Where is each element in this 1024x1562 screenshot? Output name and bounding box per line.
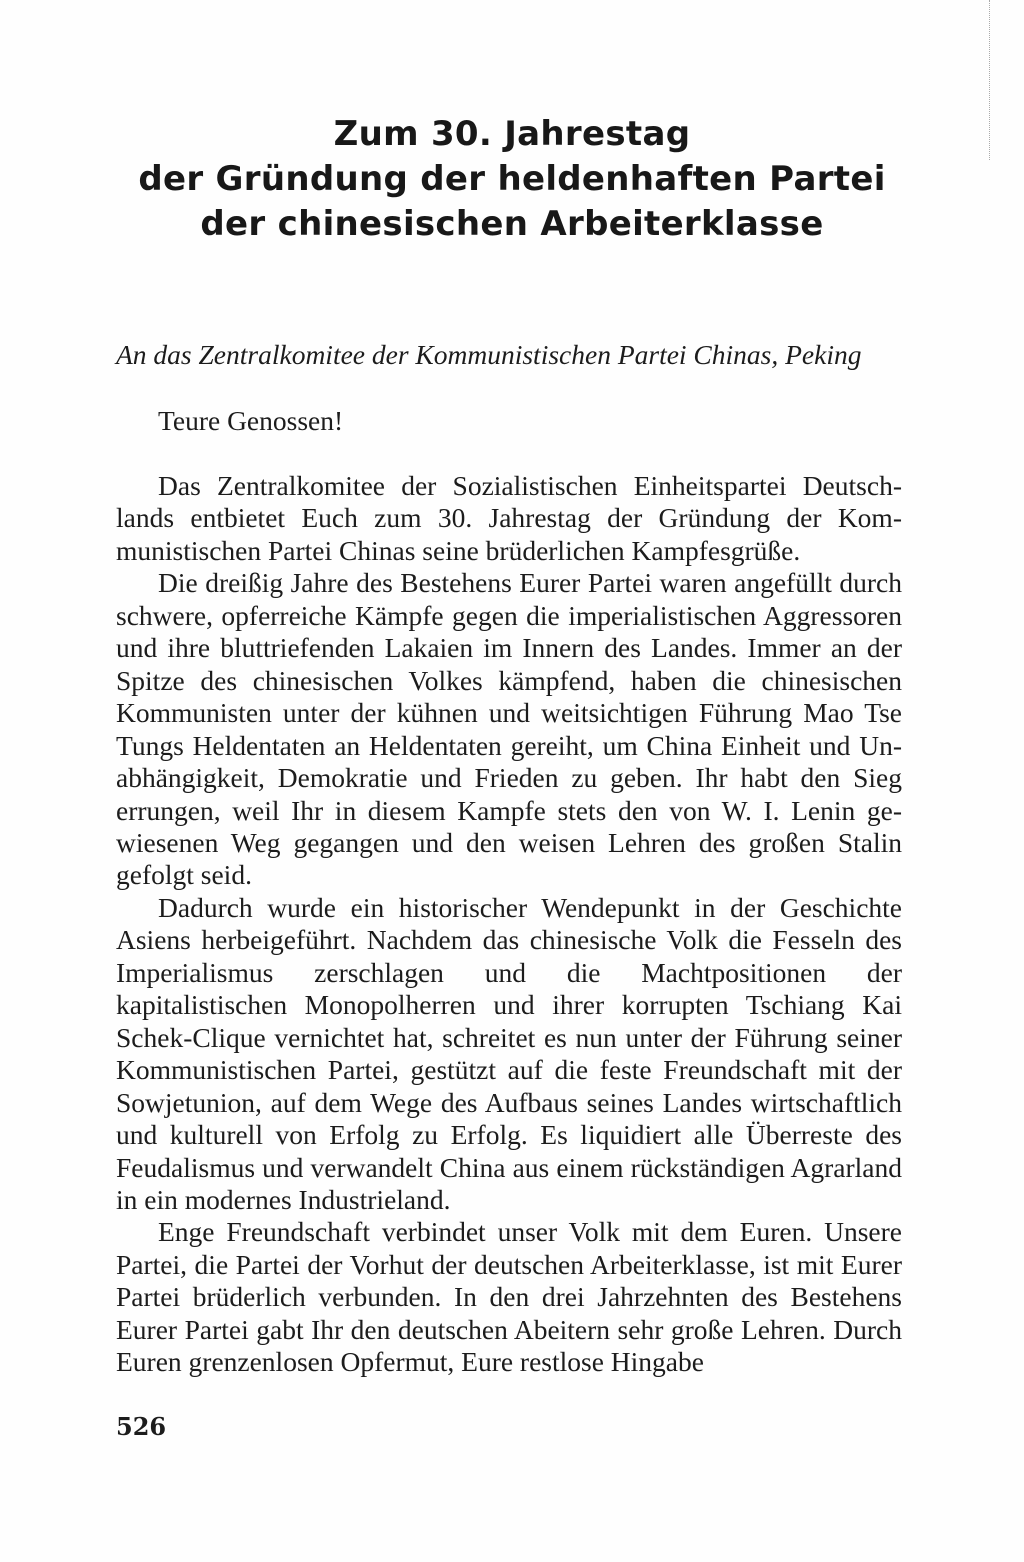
salutation: Teure Genossen! xyxy=(158,405,344,436)
title-line-1: Zum 30. Jahrestag xyxy=(333,114,691,154)
paragraph-4: Enge Freundschaft verbindet unser Volk mit dem Euren. Unsere Partei, die Partei der Vorhut der deutschen Arbeiterklasse, ist mit Eurer Partei brüderlich verbunden. In den drei Jahrzehnten des Bestehens Eurer Partei gabt Ihr den deutschen Abeitern sehr große Lehren. Durch Euren grenzenlosen Opfermut, Eure restlose Hingabe xyxy=(116,1216,902,1378)
paragraph-2: Die dreißig Jahre des Bestehens Eurer Partei waren angefüllt durch schwere, opferreiche Kämpfe gegen die imperialistischen Aggressoren und ihre bluttriefenden Lakaien im Innern des Landes. Immer an der Spitze des chinesischen Volkes kämpfend, haben die chinesischen Kommunisten unter der kühnen und weitsichtigen Führung Mao Tse Tungs Heldentaten an Heldentaten gereiht, um China Einheit und Unabhängigkeit, Demokratie und Frieden zu geben. Ihr habt den Sieg errungen, weil Ihr in diesem Kampfe stets den von W. I. Lenin gewiesenen Weg gegangen und den weisen Lehren des großen Stalin gefolgt seid. xyxy=(116,567,902,891)
title-line-3: der chinesischen Arbeiterklasse xyxy=(200,204,824,244)
addressee-line: An das Zentralkomitee der Kommunistischen Partei Chinas, Peking xyxy=(116,339,862,370)
paragraph-1: Das Zentralkomitee der Sozialistischen Einheitspartei Deutschlands entbietet Euch zum 30. Jahrestag der Gründung der Kommunistischen Partei Chinas seine brüderlichen Kampfesgrüße. xyxy=(116,470,902,566)
body-text xyxy=(116,470,902,1379)
page-number: 526 xyxy=(116,1412,167,1441)
paragraph-3: Dadurch wurde ein historischer Wendepunkt in der Geschichte Asiens herbeigeführt. Nachdem das chinesische Volk die Fesseln des Imperialismus zerschlagen und die Machtpositionen der kapitalistischen Monopolherren und ihrer korrupten Tschiang Kai Schek-Clique vernichtet hat, schreitet es nun unter der Führung seiner Kommunistischen Partei, gestützt auf die feste Freundschaft mit der Sowjetunion, auf dem Wege des Aufbaus seines Landes wirtschaftlich und kulturell von Erfolg zu Erfolg. Es liquidiert alle Überreste des Feudalismus und verwandelt China aus einem rückständigen Agrarland in ein modernes Industrieland. xyxy=(116,891,902,1215)
page-title xyxy=(0,112,1024,247)
title-line-2: der Gründung der heldenhaften Partei xyxy=(138,159,886,199)
